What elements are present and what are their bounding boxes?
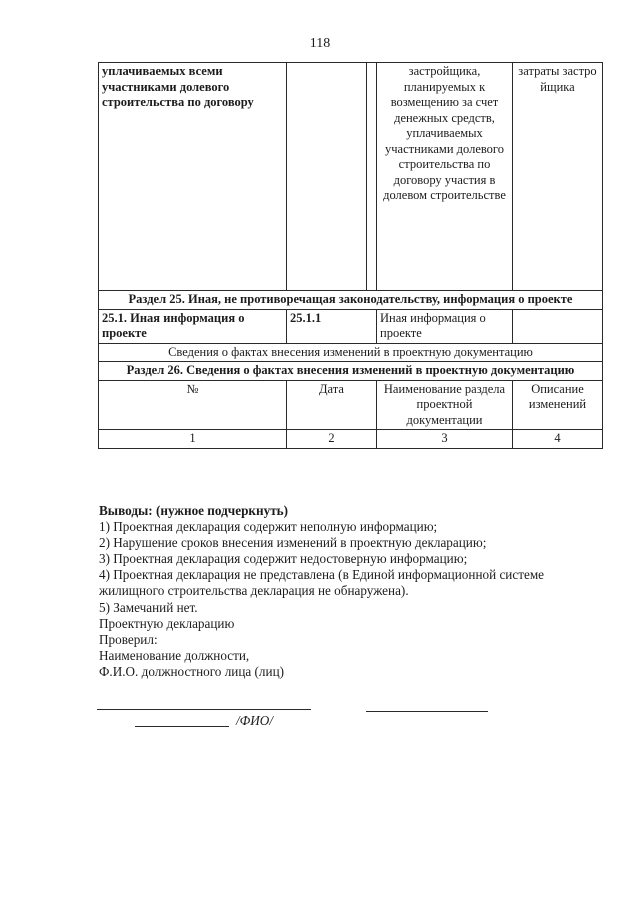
conclusion-option-2: 2) Нарушение сроков внесения изменений в проектную декларацию; (99, 535, 487, 551)
fio-signature-line (135, 726, 229, 727)
row1-col3-cell (367, 63, 377, 291)
official-name-label: Ф.И.О. должностного лица (лиц) (99, 663, 285, 679)
table-row (99, 309, 603, 343)
column-header-change-description: Описание изменений (513, 380, 603, 430)
item-25-1-label: 25.1. Иная информация о проекте (99, 309, 287, 343)
row1-col4-cell: застройщика, планируемых к возмещению за счет денежных средств, уплачиваемых участниками долевого строительства по договору участия в долевом строительстве (377, 63, 513, 291)
row1-col1-cell: уплачиваемых всеми участниками долевого строительства по договору (99, 63, 287, 291)
conclusions-title: Выводы: (нужное подчеркнуть) (99, 503, 289, 518)
table-row (99, 63, 603, 291)
page-number: 118 (309, 36, 331, 51)
section-26-column-numbers-row (99, 430, 603, 449)
item-25-1-1-code: 25.1.1 (287, 309, 377, 343)
declaration-label: Проектную декларацию (99, 615, 235, 631)
row1-col2-cell (287, 63, 367, 291)
checked-by-label: Проверил: (99, 631, 158, 647)
section-25-heading: Раздел 25. Иная, не противоречащая законодательству, информация о проекте (99, 291, 603, 310)
section-26-header-row (99, 380, 603, 430)
section-26-heading-row (99, 362, 603, 381)
column-number-4: 4 (513, 430, 603, 449)
section-26-info-row (99, 343, 603, 362)
section-25-heading-row (99, 291, 603, 310)
project-declaration-table (98, 62, 603, 449)
column-number-3: 3 (377, 430, 513, 449)
fio-label: /ФИО/ (236, 713, 273, 728)
conclusion-option-3: 3) Проектная декларация содержит недостоверную информацию; (99, 551, 468, 567)
conclusion-option-5: 5) Замечаний нет. (99, 599, 198, 615)
column-number-1: 1 (99, 430, 287, 449)
section-26-info-line: Сведения о фактах внесения изменений в проектную документацию (99, 343, 603, 362)
section-26-heading: Раздел 26. Сведения о фактах внесения изменений в проектную документацию (99, 362, 603, 381)
column-header-number: № (99, 380, 287, 430)
conclusion-option-4: 4) Проектная декларация не представлена (в Единой информационной системе жилищного строительства декларация не обнаружена). (99, 567, 545, 599)
column-header-section-name: Наименование раздела проектной документации (377, 380, 513, 430)
row1-col5-cell: затраты застройщика (513, 63, 603, 291)
position-label: Наименование должности, (99, 647, 250, 663)
item-25-1-1-value (513, 309, 603, 343)
item-25-1-1-description: Иная информация о проекте (377, 309, 513, 343)
position-signature-line (97, 709, 311, 710)
conclusions-block (99, 503, 609, 680)
signature-line (366, 711, 488, 712)
column-header-date: Дата (287, 380, 377, 430)
column-number-2: 2 (287, 430, 377, 449)
conclusion-option-1: 1) Проектная декларация содержит неполную информацию; (99, 519, 438, 535)
